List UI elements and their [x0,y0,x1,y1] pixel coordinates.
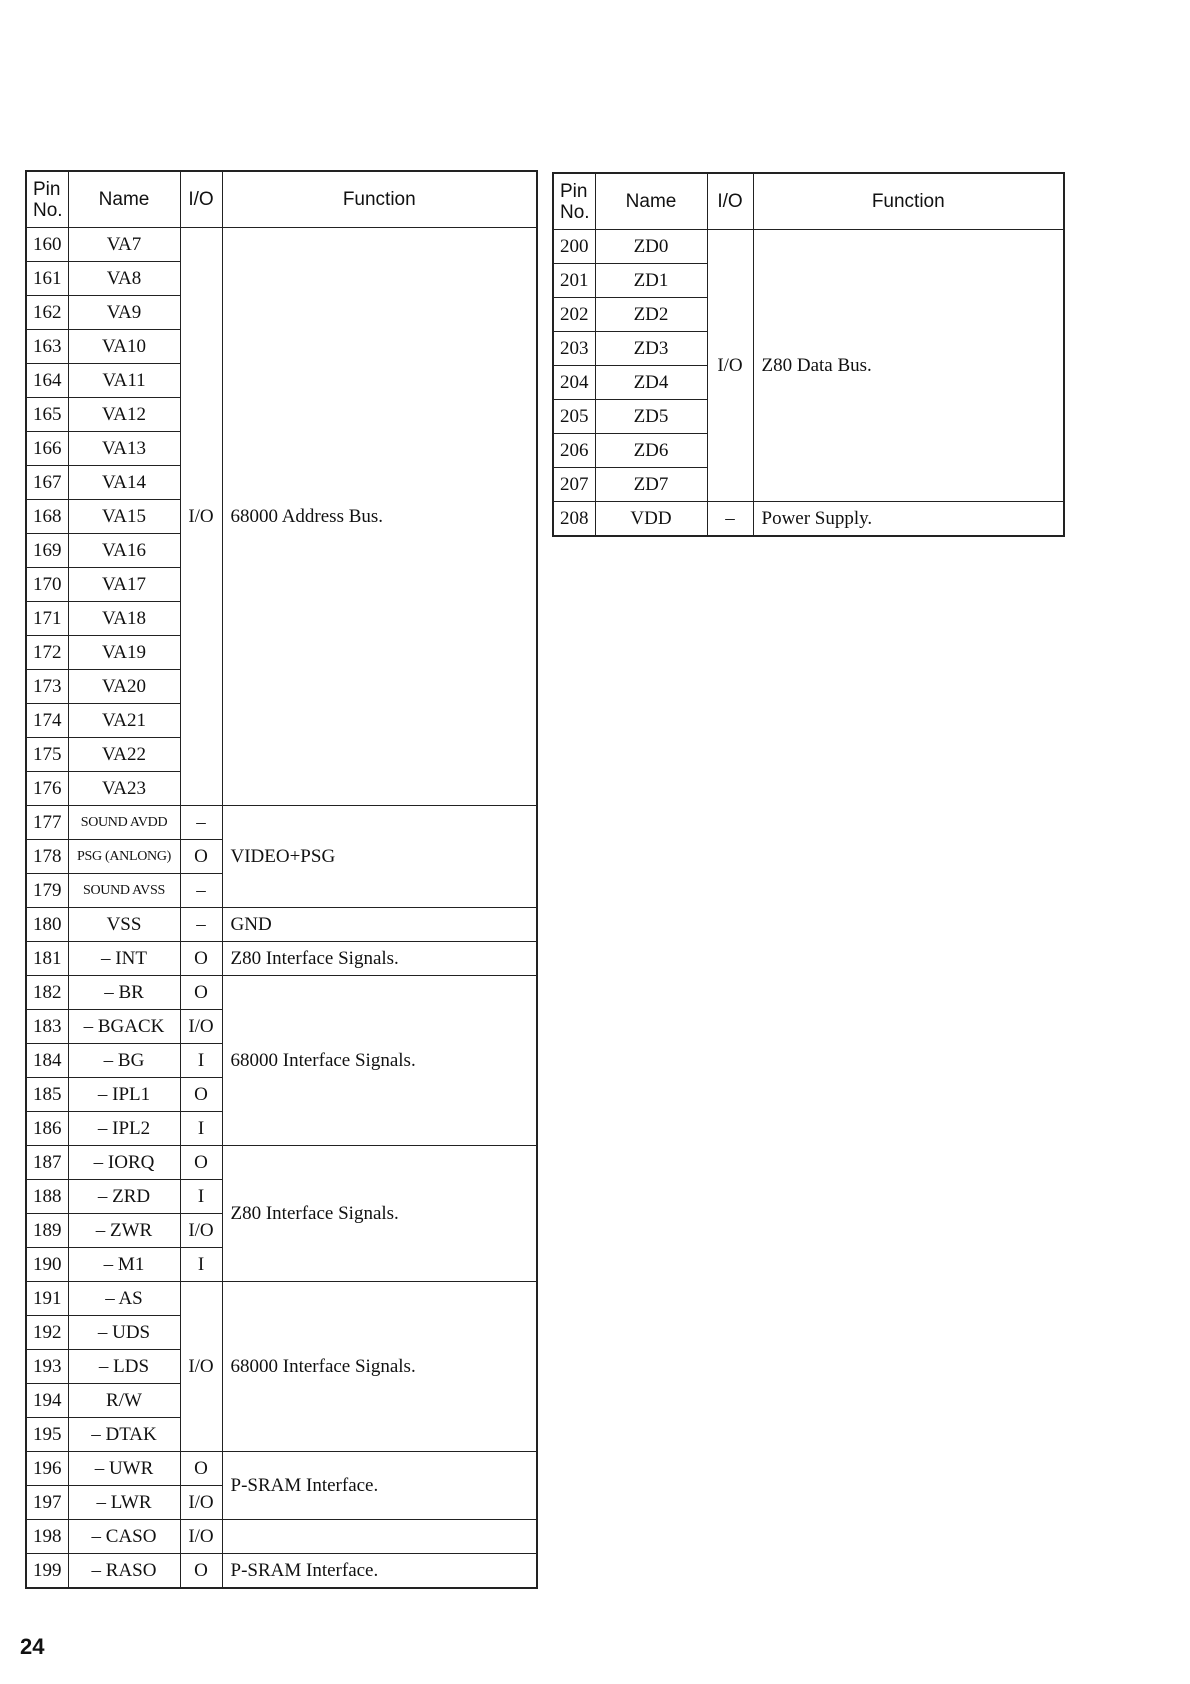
pin-name: ZD3 [595,332,707,366]
pin-io: I [180,1180,222,1214]
pin-number: 180 [26,908,68,942]
pin-name: VSS [68,908,180,942]
pin-number: 160 [26,228,68,262]
pin-function: P-SRAM Interface. [222,1452,537,1520]
pin-number: 171 [26,602,68,636]
pin-name: SOUND AVDD [68,806,180,840]
pin-name: – LWR [68,1486,180,1520]
pin-name: – BR [68,976,180,1010]
pin-name: – UWR [68,1452,180,1486]
pin-function: Z80 Interface Signals. [222,942,537,976]
pin-number: 199 [26,1554,68,1589]
name-header: Name [595,173,707,230]
pin-io: O [180,1554,222,1589]
pin-number: 205 [553,400,595,434]
pin-name: – IPL2 [68,1112,180,1146]
table-row [26,908,537,942]
pin-number: 192 [26,1316,68,1350]
pin-number: 207 [553,468,595,502]
pin-name: SOUND AVSS [68,874,180,908]
pin-name: – UDS [68,1316,180,1350]
pin-name: R/W [68,1384,180,1418]
pin-name: ZD2 [595,298,707,332]
pin-name: VA7 [68,228,180,262]
pin-number: 187 [26,1146,68,1180]
io-header: I/O [180,171,222,228]
pin-io: O [180,1146,222,1180]
name-header: Name [68,171,180,228]
pin-name: VA14 [68,466,180,500]
page-number: 24 [20,1634,45,1659]
pin-number: 184 [26,1044,68,1078]
table-row [26,1554,537,1589]
pin-function: VIDEO+PSG [222,806,537,908]
pin-name: VA16 [68,534,180,568]
pin-io: O [180,976,222,1010]
pin-number: 178 [26,840,68,874]
pin-io: O [180,1078,222,1112]
pin-number: 177 [26,806,68,840]
table-row [553,230,1064,264]
pin-name: VDD [595,502,707,537]
pin-io: O [180,840,222,874]
pin-io: I/O [180,1214,222,1248]
pin-number: 204 [553,366,595,400]
pin-name: – DTAK [68,1418,180,1452]
pin-function: 68000 Interface Signals. [222,976,537,1146]
pin-name: VA15 [68,500,180,534]
pin-io: I/O [707,230,753,502]
pin-number: 206 [553,434,595,468]
pin-name: ZD5 [595,400,707,434]
pin-function: P-SRAM Interface. [222,1554,537,1589]
pin-number: 188 [26,1180,68,1214]
pin-name: – CASO [68,1520,180,1554]
pin-number: 174 [26,704,68,738]
pin-no-header: Pin No. [553,173,595,230]
pin-name: VA18 [68,602,180,636]
pin-name: – RASO [68,1554,180,1589]
right-pin-table [552,172,1065,537]
pin-name: – M1 [68,1248,180,1282]
pin-number: 185 [26,1078,68,1112]
pin-number: 164 [26,364,68,398]
pin-number: 191 [26,1282,68,1316]
pin-number: 194 [26,1384,68,1418]
pin-name: – ZRD [68,1180,180,1214]
pin-number: 196 [26,1452,68,1486]
pin-io: O [180,1452,222,1486]
pin-number: 167 [26,466,68,500]
pin-number: 201 [553,264,595,298]
pin-io: – [180,806,222,840]
pin-number: 190 [26,1248,68,1282]
pin-number: 181 [26,942,68,976]
pin-number: 208 [553,502,595,537]
pin-io: I [180,1044,222,1078]
header-row [553,173,1064,230]
pin-io: I/O [180,1010,222,1044]
pin-number: 197 [26,1486,68,1520]
pin-name: – LDS [68,1350,180,1384]
pin-name: ZD7 [595,468,707,502]
pin-number: 173 [26,670,68,704]
table-row [26,976,537,1010]
pin-name: VA17 [68,568,180,602]
pin-number: 168 [26,500,68,534]
pin-number: 195 [26,1418,68,1452]
pin-name: – ZWR [68,1214,180,1248]
pin-number: 176 [26,772,68,806]
pin-name: VA23 [68,772,180,806]
pin-number: 193 [26,1350,68,1384]
table-row [26,806,537,840]
pin-name: VA9 [68,296,180,330]
pin-name: VA10 [68,330,180,364]
pin-number: 166 [26,432,68,466]
pin-name: VA19 [68,636,180,670]
pin-number: 202 [553,298,595,332]
pin-io: I/O [180,1486,222,1520]
pin-name: VA22 [68,738,180,772]
pin-io: I/O [180,1520,222,1554]
pin-name: VA21 [68,704,180,738]
function-header: Function [222,171,537,228]
pin-number: 163 [26,330,68,364]
pin-function: Z80 Data Bus. [753,230,1064,502]
io-header: I/O [707,173,753,230]
pin-name: PSG (ANLONG) [68,840,180,874]
pin-name: ZD1 [595,264,707,298]
pin-number: 179 [26,874,68,908]
pin-number: 203 [553,332,595,366]
pin-name: – IORQ [68,1146,180,1180]
pin-io: I [180,1112,222,1146]
pin-io: O [180,942,222,976]
pin-name: ZD6 [595,434,707,468]
pin-io: – [707,502,753,537]
pin-name: VA8 [68,262,180,296]
pin-io: I/O [180,1282,222,1452]
table-row [26,1146,537,1180]
pin-name: – BG [68,1044,180,1078]
pin-number: 172 [26,636,68,670]
pin-name: ZD4 [595,366,707,400]
pin-number: 182 [26,976,68,1010]
pin-function: GND [222,908,537,942]
pin-number: 169 [26,534,68,568]
pin-function: Power Supply. [753,502,1064,537]
pin-function: Z80 Interface Signals. [222,1146,537,1282]
table-row [26,228,537,262]
pin-number: 165 [26,398,68,432]
pin-io: – [180,908,222,942]
pin-name: ZD0 [595,230,707,264]
pin-number: 161 [26,262,68,296]
pin-name: VA12 [68,398,180,432]
pin-name: VA11 [68,364,180,398]
pin-number: 198 [26,1520,68,1554]
pin-name: VA20 [68,670,180,704]
pin-no-header: Pin No. [26,171,68,228]
pin-name: – IPL1 [68,1078,180,1112]
function-header: Function [753,173,1064,230]
pin-name: – BGACK [68,1010,180,1044]
pin-name: – INT [68,942,180,976]
header-row [26,171,537,228]
table-row [26,1520,537,1554]
table-row [26,942,537,976]
pin-io: I/O [180,228,222,806]
pin-name: – AS [68,1282,180,1316]
table-row [553,502,1064,537]
pin-function [222,1520,537,1554]
pin-function: 68000 Address Bus. [222,228,537,806]
left-pin-table [25,170,538,1589]
pin-number: 183 [26,1010,68,1044]
pin-number: 175 [26,738,68,772]
pin-number: 186 [26,1112,68,1146]
table-row [26,1452,537,1486]
table-row [26,1282,537,1316]
pin-name: VA13 [68,432,180,466]
pin-io: – [180,874,222,908]
pin-number: 200 [553,230,595,264]
pin-number: 170 [26,568,68,602]
pin-function: 68000 Interface Signals. [222,1282,537,1452]
pin-number: 189 [26,1214,68,1248]
pin-io: I [180,1248,222,1282]
pin-number: 162 [26,296,68,330]
